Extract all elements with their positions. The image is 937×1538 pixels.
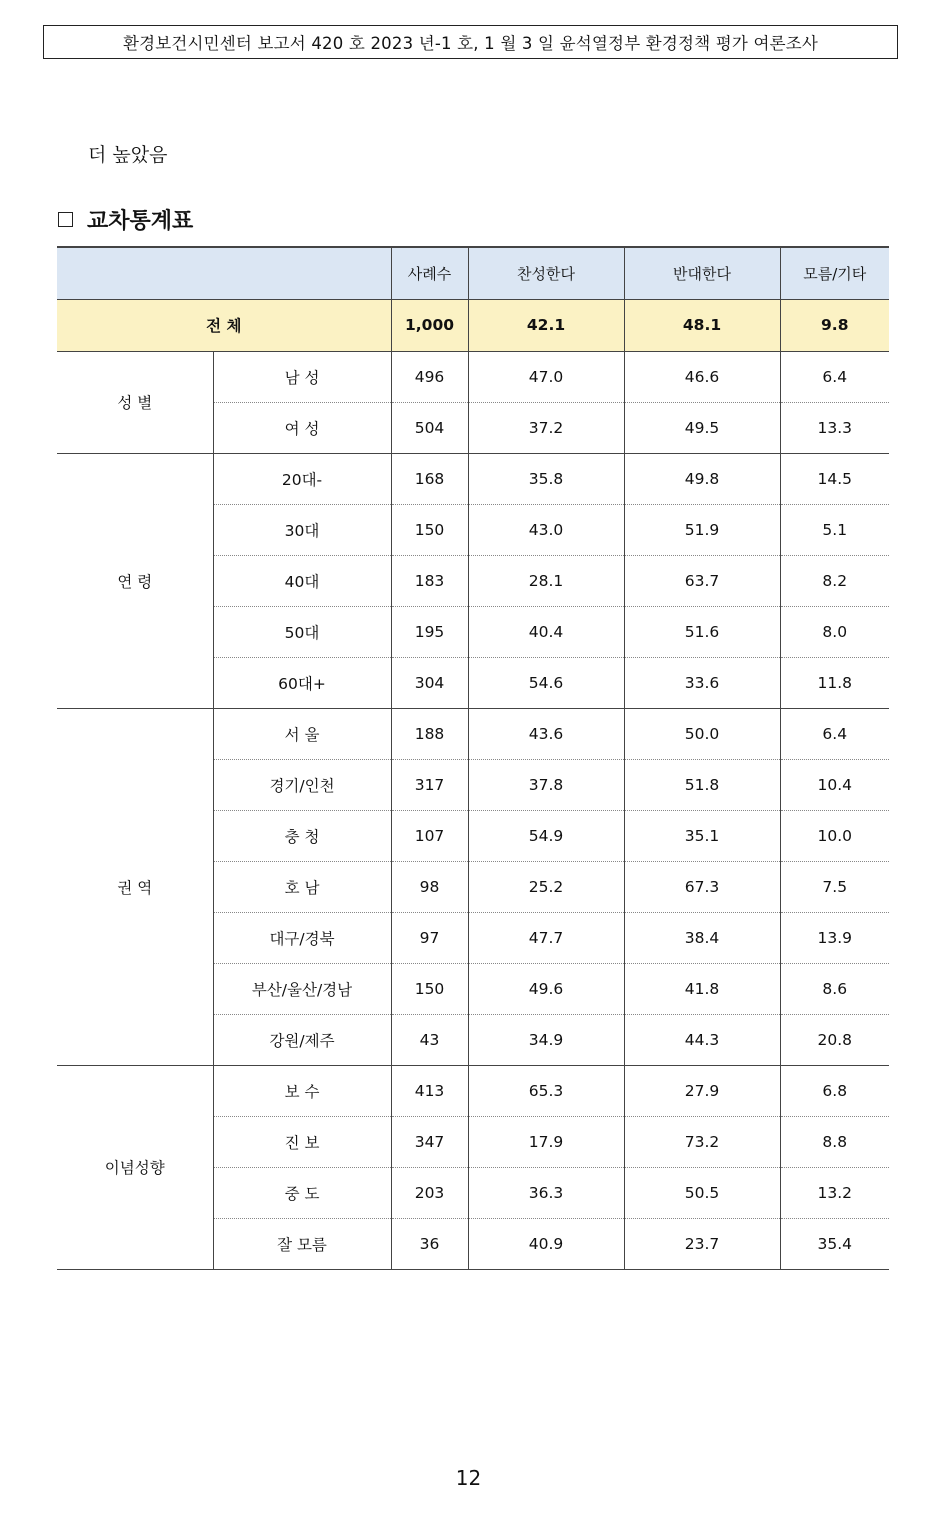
table-cell: 203 bbox=[391, 1167, 468, 1218]
group-label: 이념성향 bbox=[57, 1065, 213, 1269]
table-cell: 42.1 bbox=[468, 299, 624, 351]
table-cell: 44.3 bbox=[624, 1014, 780, 1065]
table-cell: 20.8 bbox=[780, 1014, 889, 1065]
table-cell: 17.9 bbox=[468, 1116, 624, 1167]
table-cell: 14.5 bbox=[780, 453, 889, 504]
table-cell: 50.0 bbox=[624, 708, 780, 759]
table-cell: 34.9 bbox=[468, 1014, 624, 1065]
table-cell: 54.9 bbox=[468, 810, 624, 861]
table-cell: 46.6 bbox=[624, 351, 780, 402]
group-label: 권 역 bbox=[57, 708, 213, 1065]
table-cell: 40.9 bbox=[468, 1218, 624, 1269]
row-label: 호 남 bbox=[213, 861, 391, 912]
table-cell: 5.1 bbox=[780, 504, 889, 555]
continuation-text: 더 높았음 bbox=[88, 144, 168, 166]
page-number: 12 bbox=[455, 1466, 482, 1490]
table-row bbox=[57, 1065, 889, 1116]
table-cell: 1,000 bbox=[391, 299, 468, 351]
table-cell: 33.6 bbox=[624, 657, 780, 708]
row-label: 충 청 bbox=[213, 810, 391, 861]
row-label: 40대 bbox=[213, 555, 391, 606]
column-header: 모름/기타 bbox=[780, 247, 889, 299]
table-cell: 54.6 bbox=[468, 657, 624, 708]
table-cell: 304 bbox=[391, 657, 468, 708]
table-cell: 6.8 bbox=[780, 1065, 889, 1116]
header-corner-cell bbox=[57, 247, 391, 299]
section-title bbox=[58, 204, 193, 235]
table-cell: 27.9 bbox=[624, 1065, 780, 1116]
table-cell: 23.7 bbox=[624, 1218, 780, 1269]
table-cell: 51.6 bbox=[624, 606, 780, 657]
table-cell: 150 bbox=[391, 504, 468, 555]
table-cell: 35.1 bbox=[624, 810, 780, 861]
table-cell: 13.9 bbox=[780, 912, 889, 963]
row-label: 30대 bbox=[213, 504, 391, 555]
table-cell: 47.0 bbox=[468, 351, 624, 402]
table-cell: 10.4 bbox=[780, 759, 889, 810]
table-cell: 41.8 bbox=[624, 963, 780, 1014]
table-cell: 73.2 bbox=[624, 1116, 780, 1167]
row-label: 남 성 bbox=[213, 351, 391, 402]
table-cell: 6.4 bbox=[780, 351, 889, 402]
table-cell: 37.2 bbox=[468, 402, 624, 453]
table-row bbox=[57, 708, 889, 759]
table-cell: 48.1 bbox=[624, 299, 780, 351]
row-label: 여 성 bbox=[213, 402, 391, 453]
row-label: 잘 모름 bbox=[213, 1218, 391, 1269]
table-cell: 496 bbox=[391, 351, 468, 402]
table-cell: 9.8 bbox=[780, 299, 889, 351]
row-label: 보 수 bbox=[213, 1065, 391, 1116]
row-label: 진 보 bbox=[213, 1116, 391, 1167]
table-header-row bbox=[57, 247, 889, 299]
column-header: 사례수 bbox=[391, 247, 468, 299]
table-cell: 188 bbox=[391, 708, 468, 759]
table-cell: 13.2 bbox=[780, 1167, 889, 1218]
group-label: 성 별 bbox=[57, 351, 213, 453]
square-bullet-icon bbox=[58, 212, 73, 227]
column-header: 찬성한다 bbox=[468, 247, 624, 299]
table-cell: 97 bbox=[391, 912, 468, 963]
row-label: 서 울 bbox=[213, 708, 391, 759]
table-cell: 43.0 bbox=[468, 504, 624, 555]
table-row bbox=[57, 453, 889, 504]
table-cell: 168 bbox=[391, 453, 468, 504]
table-cell: 8.0 bbox=[780, 606, 889, 657]
section-title-text: 교차통계표 bbox=[87, 209, 194, 234]
table-cell: 49.5 bbox=[624, 402, 780, 453]
table-cell: 51.8 bbox=[624, 759, 780, 810]
table-row bbox=[57, 351, 889, 402]
row-label: 경기/인천 bbox=[213, 759, 391, 810]
row-label: 60대+ bbox=[213, 657, 391, 708]
table-cell: 65.3 bbox=[468, 1065, 624, 1116]
table-cell: 67.3 bbox=[624, 861, 780, 912]
table-cell: 40.4 bbox=[468, 606, 624, 657]
table-cell: 13.3 bbox=[780, 402, 889, 453]
table-cell: 43 bbox=[391, 1014, 468, 1065]
table-cell: 8.8 bbox=[780, 1116, 889, 1167]
table-cell: 107 bbox=[391, 810, 468, 861]
table-cell: 195 bbox=[391, 606, 468, 657]
row-label: 50대 bbox=[213, 606, 391, 657]
table-cell: 504 bbox=[391, 402, 468, 453]
table-cell: 35.8 bbox=[468, 453, 624, 504]
table-cell: 98 bbox=[391, 861, 468, 912]
table-cell: 183 bbox=[391, 555, 468, 606]
table-cell: 7.5 bbox=[780, 861, 889, 912]
table-cell: 35.4 bbox=[780, 1218, 889, 1269]
table-cell: 43.6 bbox=[468, 708, 624, 759]
table-cell: 6.4 bbox=[780, 708, 889, 759]
table-cell: 8.6 bbox=[780, 963, 889, 1014]
table-cell: 49.8 bbox=[624, 453, 780, 504]
total-row bbox=[57, 299, 889, 351]
table-cell: 317 bbox=[391, 759, 468, 810]
table-cell: 150 bbox=[391, 963, 468, 1014]
table-cell: 25.2 bbox=[468, 861, 624, 912]
table-cell: 413 bbox=[391, 1065, 468, 1116]
table-cell: 8.2 bbox=[780, 555, 889, 606]
report-header-title: 환경보건시민센터 보고서 420 호 2023 년-1 호, 1 월 3 일 윤석열정부 환경정책 평가 여론조사 bbox=[122, 34, 819, 53]
table-cell: 347 bbox=[391, 1116, 468, 1167]
table-cell: 50.5 bbox=[624, 1167, 780, 1218]
table-cell: 28.1 bbox=[468, 555, 624, 606]
row-label: 20대- bbox=[213, 453, 391, 504]
total-label: 전 체 bbox=[57, 299, 391, 351]
table-cell: 37.8 bbox=[468, 759, 624, 810]
table-cell: 63.7 bbox=[624, 555, 780, 606]
report-header bbox=[43, 25, 898, 59]
table-cell: 51.9 bbox=[624, 504, 780, 555]
group-label: 연 령 bbox=[57, 453, 213, 708]
table-cell: 10.0 bbox=[780, 810, 889, 861]
table-cell: 36.3 bbox=[468, 1167, 624, 1218]
table-cell: 38.4 bbox=[624, 912, 780, 963]
row-label: 중 도 bbox=[213, 1167, 391, 1218]
table-cell: 36 bbox=[391, 1218, 468, 1269]
column-header: 반대한다 bbox=[624, 247, 780, 299]
table-cell: 11.8 bbox=[780, 657, 889, 708]
table-cell: 49.6 bbox=[468, 963, 624, 1014]
cross-tab-table bbox=[57, 246, 889, 1270]
row-label: 부산/울산/경남 bbox=[213, 963, 391, 1014]
table-cell: 47.7 bbox=[468, 912, 624, 963]
row-label: 강원/제주 bbox=[213, 1014, 391, 1065]
row-label: 대구/경북 bbox=[213, 912, 391, 963]
